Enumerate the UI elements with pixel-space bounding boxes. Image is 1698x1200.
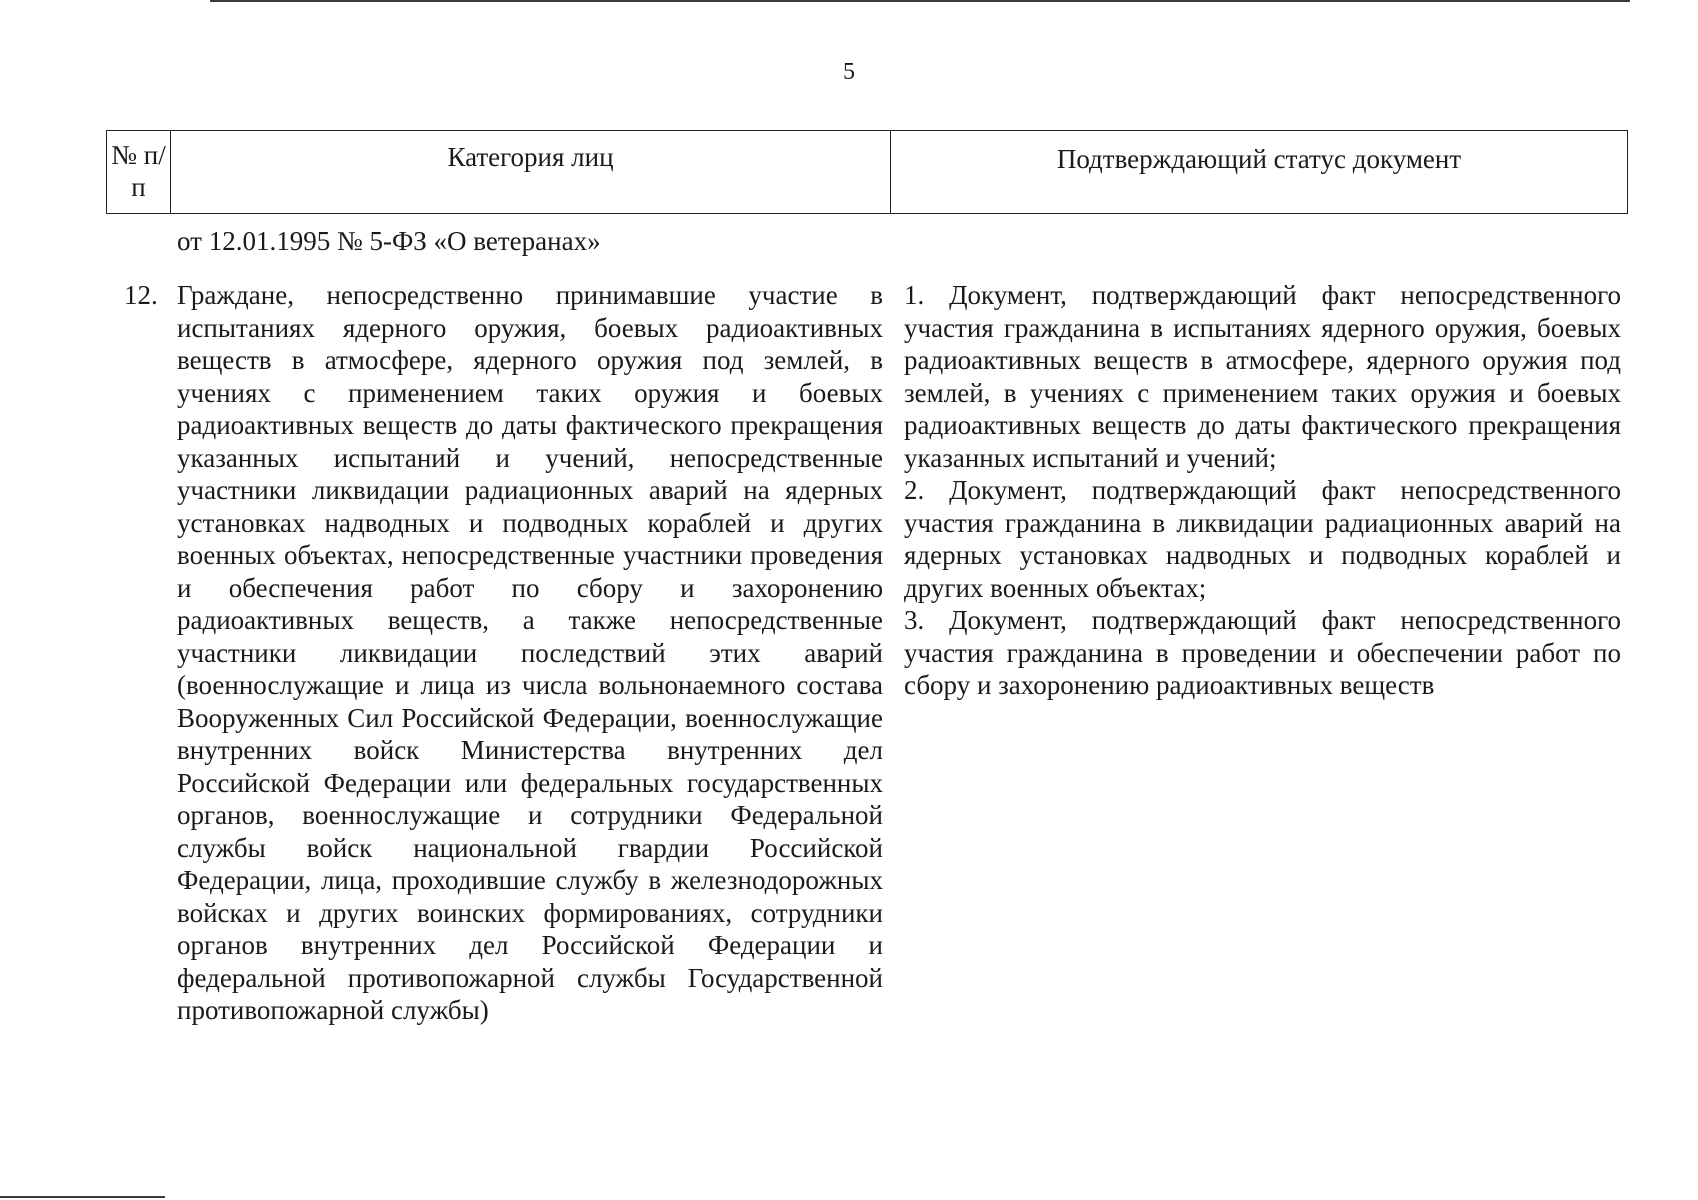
header-cell-number: № п/п (107, 131, 171, 213)
page-number: 5 (843, 59, 855, 85)
header-cell-category: Категория лиц (171, 131, 891, 213)
continuation-text: от 12.01.1995 № 5-ФЗ «О ветеранах» (177, 226, 601, 256)
table-header (106, 130, 1628, 214)
document-item-2: 2. Документ, подтверждающий факт непосредственного участия гражданина в ликвидации радиационных аварий на ядерных установках надводных и подводных кораблей и других военных объектах; (904, 475, 1621, 603)
row-number: 12. (124, 280, 158, 310)
scan-border-bottom (0, 1196, 165, 1198)
document-item-1: 1. Документ, подтверждающий факт непосредственного участия гражданина в испытаниях ядерного оружия, боевых радиоактивных веществ в атмосфере, ядерного оружия под землей, в учениях с применением таких оружия и боевых радиоактивных веществ до даты фактического прекращения указанных испытаний и учений; (904, 280, 1621, 473)
category-cell (177, 279, 883, 1027)
document-item-3: 3. Документ, подтверждающий факт непосредственного участия гражданина в проведении и обеспечении работ по сбору и захоронению радиоактивных веществ (904, 605, 1621, 700)
scan-border-top (210, 0, 1630, 2)
category-text: Граждане, непосредственно принимавшие участие в испытаниях ядерного оружия, боевых радиоактивных веществ в атмосфере, ядерного оружия под землей, в учениях с применением таких оружия и боевых радиоактивных веществ до даты фактического прекращения указанных испытаний и учений, непосредственные участники ликвидации радиационных аварий на ядерных установках надводных и подводных кораблей и других военных объектах, непосредственные участники проведения и обеспечения работ по сбору и захоронению радиоактивных веществ, а также непосредственные участники ликвидации последствий этих аварий (военнослужащие и лица из числа вольнонаемного состава Вооруженных Сил Российской Федерации, военнослужащие внутренних войск Министерства внутренних дел Российской Федерации или федеральных государственных органов, военнослужащие и сотрудники Федеральной службы войск национальной гвардии Российской Федерации, лица, проходившие службу в железнодорожных войсках и других воинских формированиях, сотрудники органов внутренних дел Российской Федерации и федеральной противопожарной службы Государственной противопожарной службы) (177, 280, 883, 1025)
header-cell-document: Подтверждающий статус документ (1056, 144, 1462, 174)
document-cell (904, 279, 1621, 702)
